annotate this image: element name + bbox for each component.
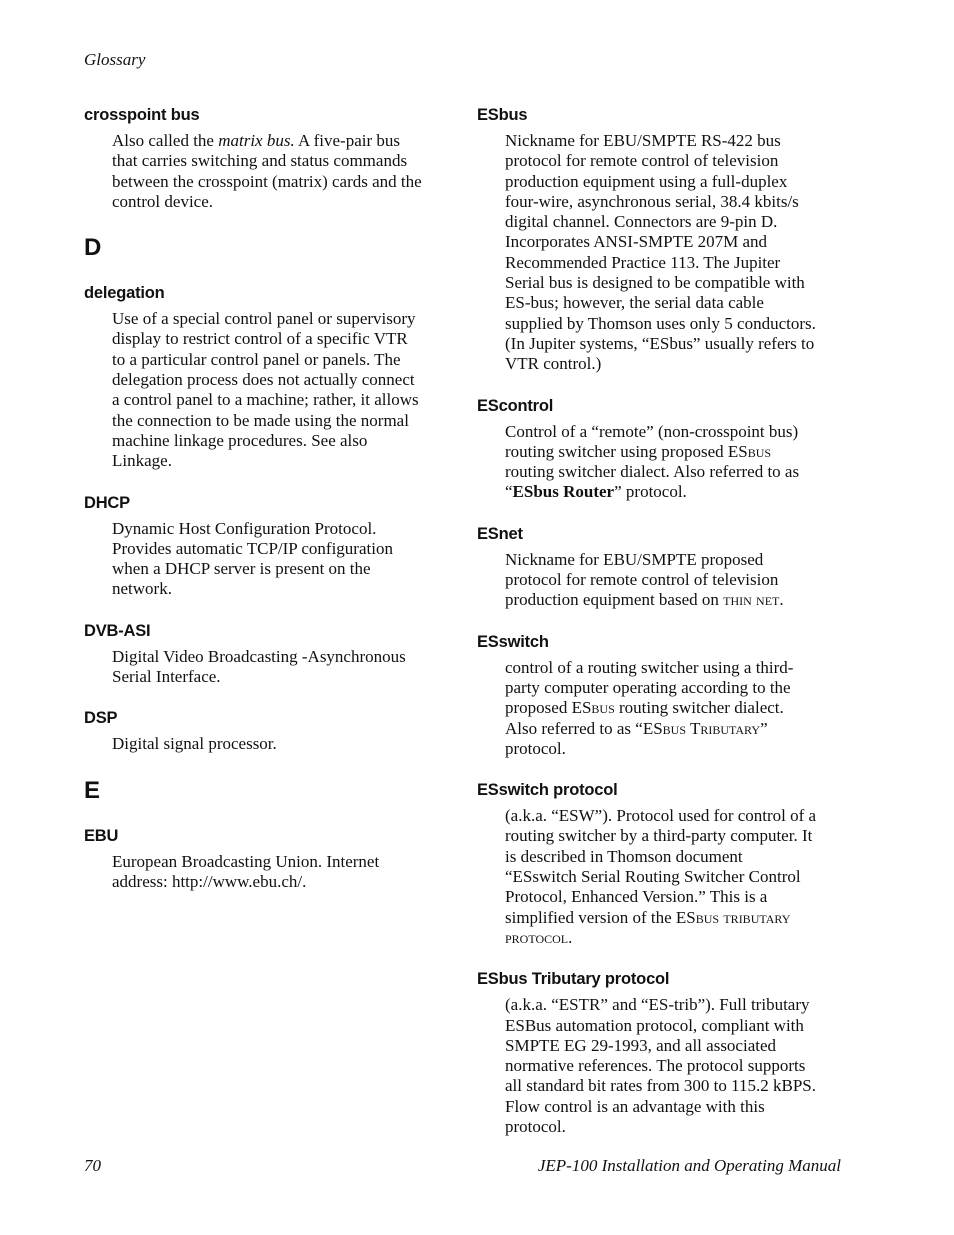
term-crosspoint-bus: crosspoint bus [84, 106, 200, 124]
term-dsp: DSP [84, 709, 118, 728]
definition-crosspoint-bus [112, 131, 424, 212]
def-text: ” protocol. [614, 482, 687, 502]
def-smallcaps: thin net [723, 590, 780, 610]
definition-dvb-asi: Digital Video Broadcasting -Asynchronous Serial Interface. [112, 646, 406, 687]
term-esbus-tributary-protocol: ESbus Tributary protocol [477, 970, 670, 989]
definition-escontrol [505, 422, 817, 503]
def-text: . [779, 590, 784, 610]
term-delegation: delegation [84, 284, 165, 303]
definition-esnet [505, 550, 817, 611]
term-dhcp: DHCP [84, 493, 130, 512]
term-esbus: ESbus [477, 106, 528, 124]
term-esswitch-protocol: ESswitch protocol [477, 781, 618, 800]
def-text: ” protocol. [505, 718, 768, 758]
def-text: Also called the [112, 131, 219, 150]
running-footer-title: JEP-100 Installation and Operating Manual [537, 1156, 841, 1175]
def-text: (a.k.a. “ESW”). Protocol used for control of a routing switcher by a third-party computer. It is described in Thomson document “ESswitch Serial Routing Switcher Control Protocol, Enhanced Version.” This is a simplified version of the [505, 806, 817, 927]
definition-esswitch [505, 658, 817, 759]
def-text: Nickname for EBU/SMPTE proposed protocol for remote control of television production equipment based on [505, 549, 779, 610]
section-letter-e: E [84, 776, 101, 804]
definition-esbus: Nickname for EBU/SMPTE RS-422 bus protocol for remote control of television production equipment using a full-duplex four-wire, asynchronous serial, 38.4 kbits/s digital channel. Connectors are 9-pin D. Incorporates ANSI-SMPTE 207M and Recommended Practice 113. The Jupiter Serial bus is designed to be compatible with ES-bus; however, the serial data cable supplied by Thomson uses only 5 conductors. (In Jupiter systems, “ESbus” usually refers to VTR control.) [505, 131, 816, 374]
def-smallcaps: ESbus Tributary [642, 718, 761, 738]
definition-esbus-tributary-protocol: (a.k.a. “ESTR” and “ES-trib”). Full tributary ESBus automation protocol, compliant with SMPTE EG 29-1993, and all associated normative references. The protocol supports all standard bit rates from 300 to 115.2 kBPS. Flow control is an advantage with this protocol. [505, 995, 817, 1136]
definition-dhcp: Dynamic Host Configuration Protocol. Provides automatic TCP/IP configuration when a DHCP server is present on the network. [112, 518, 393, 599]
left-column [84, 106, 424, 914]
def-text: control of a routing switcher using a third-party computer operating according to the proposed [505, 657, 794, 718]
def-bold: ESbus Router [512, 482, 615, 502]
def-smallcaps: ESbus [727, 441, 772, 461]
def-text: . [568, 927, 573, 947]
term-ebu: EBU [84, 826, 119, 845]
right-column [477, 106, 817, 1159]
def-text: routing switcher dialect. Also referred to as “ [505, 462, 800, 502]
page-number: 70 [84, 1156, 101, 1175]
definition-esswitch-protocol [505, 806, 817, 948]
definition-dsp: Digital signal processor. [112, 734, 277, 754]
term-esnet: ESnet [477, 524, 523, 543]
definition-ebu: European Broadcasting Union. Internet address: http://www.ebu.ch/. [112, 851, 380, 891]
def-text: routing switcher dialect. Also referred to as “ [505, 698, 784, 738]
def-smallcaps: ESbus tributary protocol [505, 907, 791, 947]
def-text: A five-pair bus that carries switching and status commands between the crosspoint (matrix) cards and the control device. [112, 131, 422, 211]
def-text: Control of a “remote” (non-crosspoint bus) routing switcher using proposed [505, 421, 799, 461]
def-italic: matrix bus. [218, 131, 295, 150]
term-dvb-asi: DVB-ASI [84, 621, 151, 640]
term-esswitch: ESswitch [477, 632, 549, 651]
def-smallcaps: ESbus [571, 698, 615, 718]
running-header: Glossary [84, 50, 146, 69]
definition-delegation: Use of a special control panel or supervisory display to restrict control of a specific VTR to a particular control panel or panels. The delegation process does not actually connect a control panel to a machine; rather, it allows the connection to be made using the normal machine linkage procedures. See also Linkage. [112, 309, 419, 471]
term-escontrol: EScontrol [477, 396, 554, 415]
section-letter-d: D [84, 234, 102, 262]
